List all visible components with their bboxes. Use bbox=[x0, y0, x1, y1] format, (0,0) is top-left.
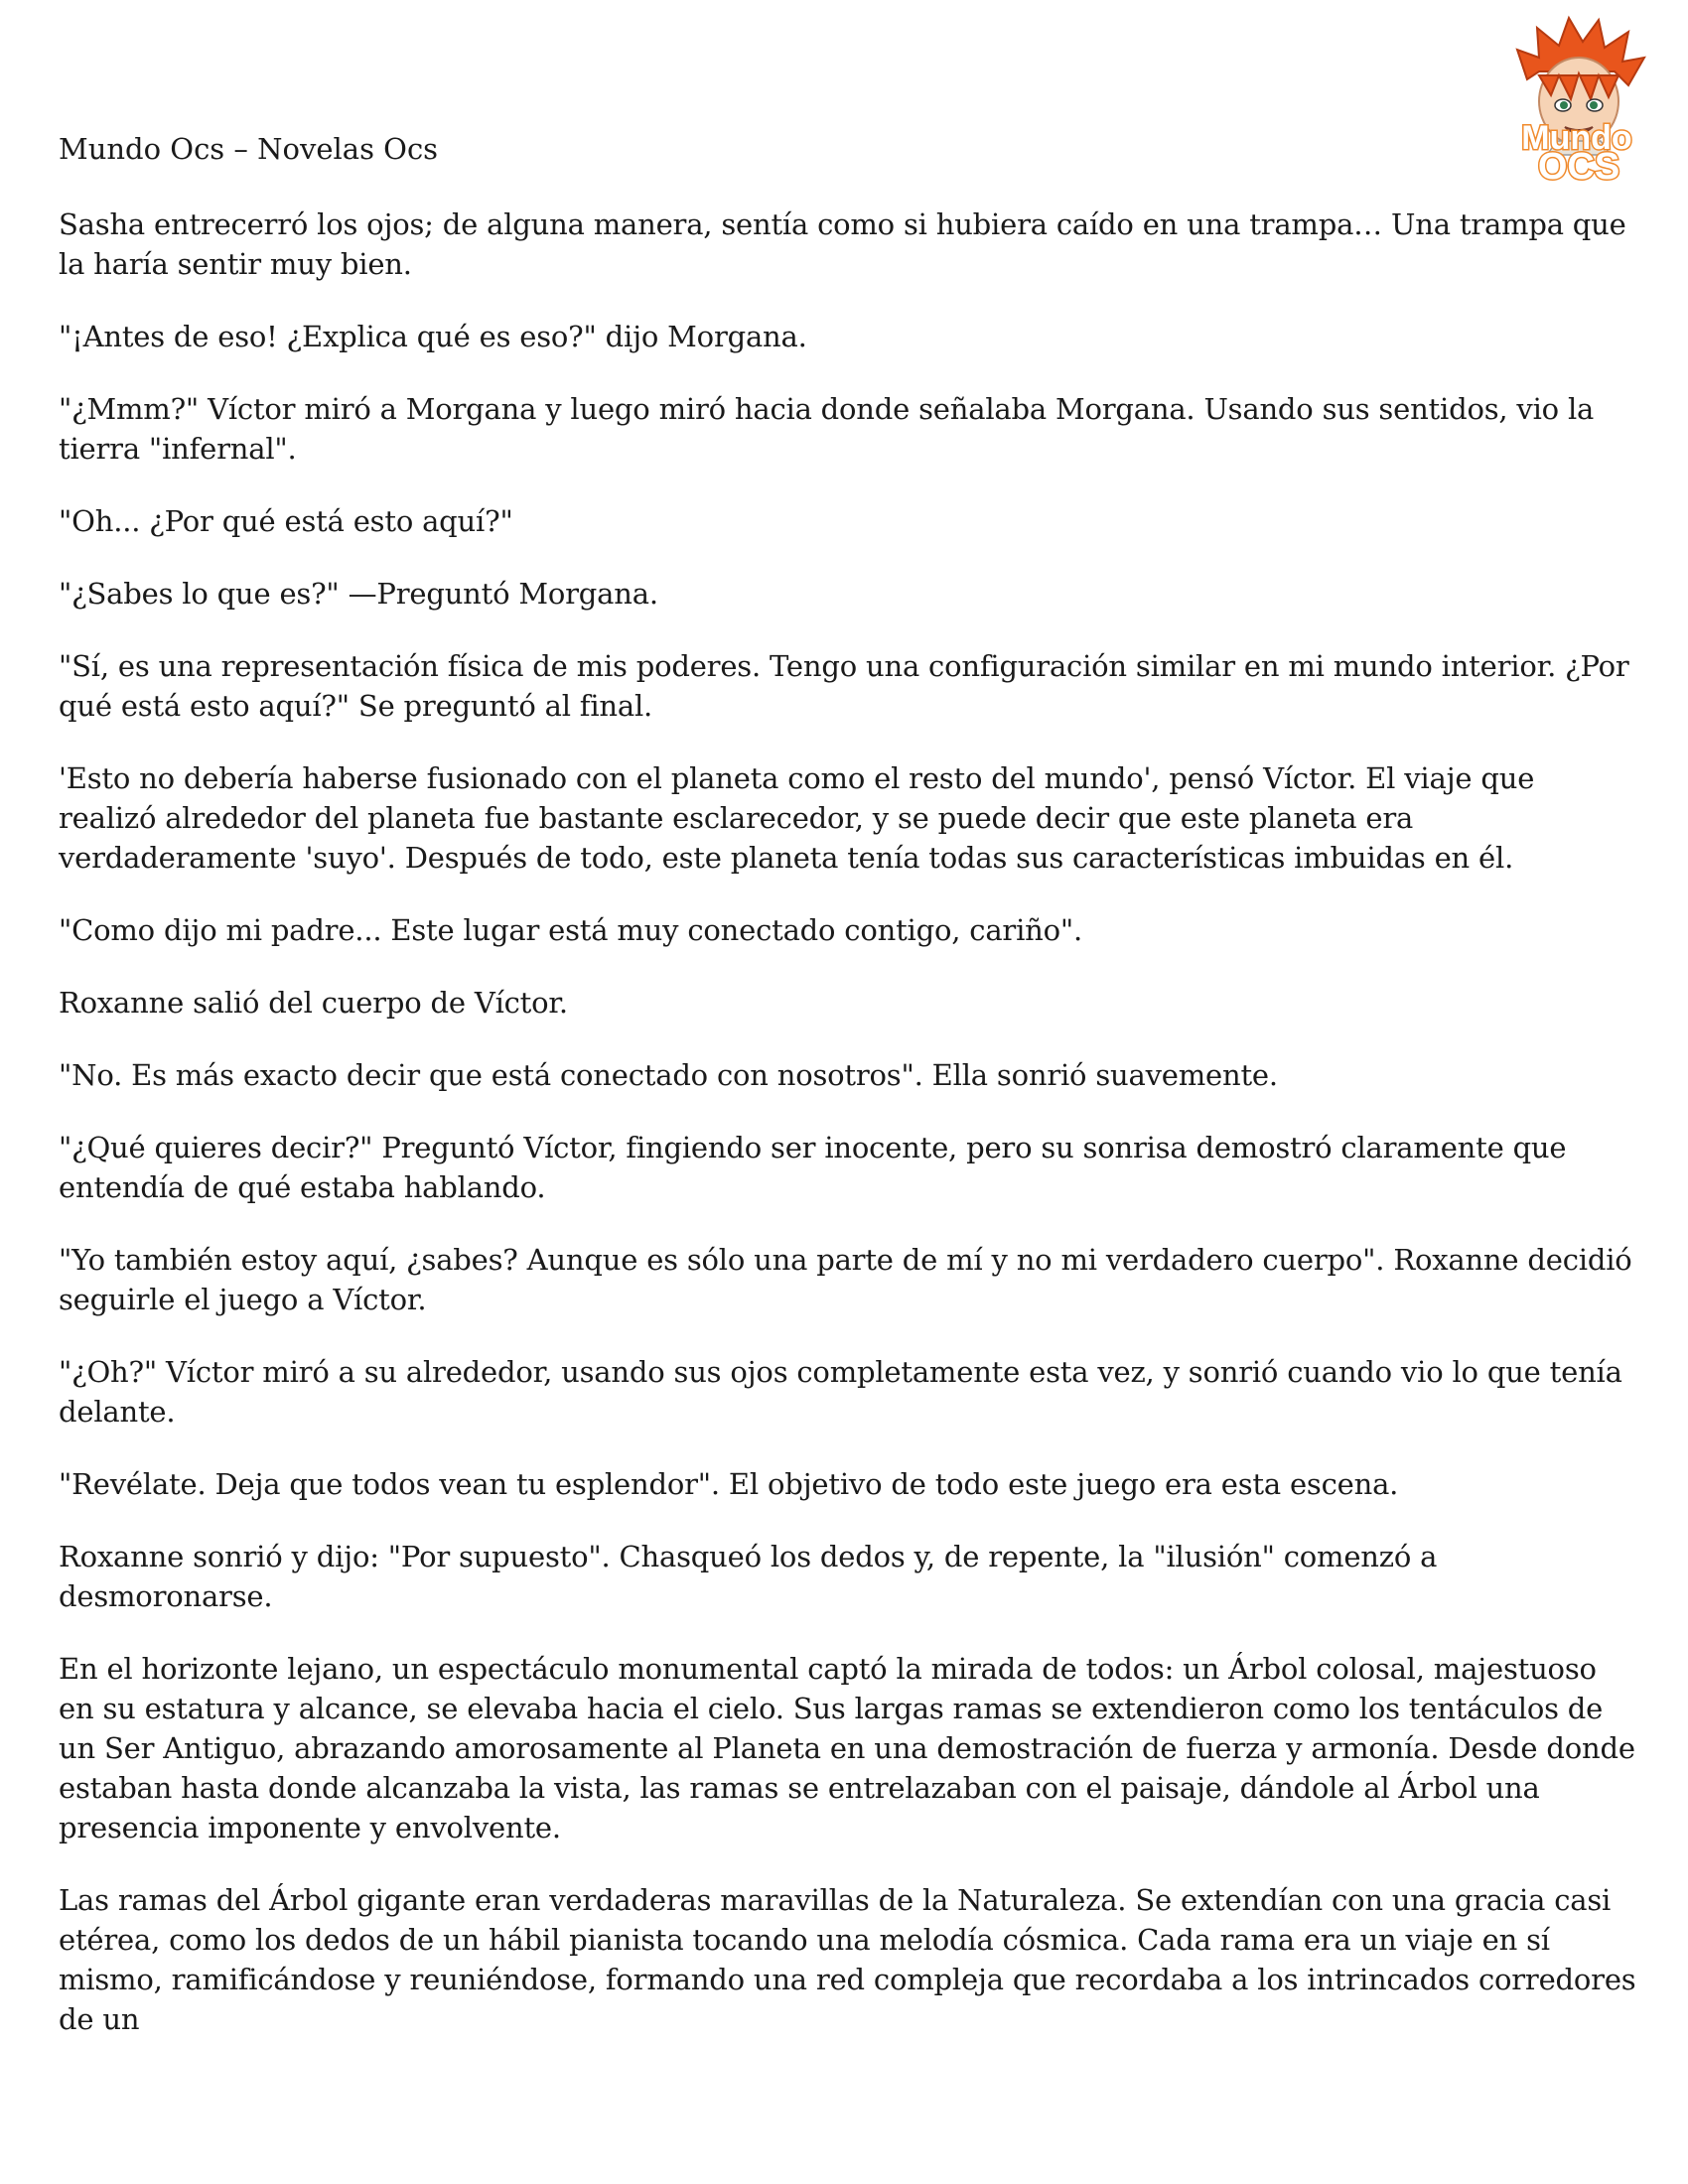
paragraph: "¿Mmm?" Víctor miró a Morgana y luego miró hacia donde señalaba Morgana. Usando sus sentidos, vio la tierra "infernal". bbox=[59, 392, 1595, 466]
paragraph: Las ramas del Árbol gigante eran verdaderas maravillas de la Naturaleza. Se extendían con una gracia casi etérea, como los dedos de un hábil pianista tocando una melodía cósmica. Cada rama era un viaje en sí mismo, ramificándose y reuniéndose, formando una red compleja que recordaba a los intrincados corredores de un bbox=[59, 1883, 1636, 2036]
logo-text-line1: Mundo bbox=[1521, 119, 1632, 157]
paragraph: "Yo también estoy aquí, ¿sabes? Aunque es sólo una parte de mí y no mi verdadero cuerpo". Roxanne decidió seguirle el juego a Víctor. bbox=[59, 1243, 1632, 1316]
mundo-ocs-logo bbox=[1487, 10, 1666, 184]
paragraph: "¿Oh?" Víctor miró a su alrededor, usando sus ojos completamente esta vez, y sonrió cuando vio lo que tenía delante. bbox=[59, 1355, 1622, 1429]
page-header-title: Mundo Ocs – Novelas Ocs bbox=[59, 132, 439, 166]
paragraph: "Sí, es una representación física de mis poderes. Tengo una configuración similar en mi mundo interior. ¿Por qué está esto aquí?" Se preguntó al final. bbox=[59, 649, 1629, 723]
paragraph: "Revélate. Deja que todos vean tu esplendor". El objetivo de todo este juego era esta escena. bbox=[59, 1467, 1399, 1501]
paragraph: Sasha entrecerró los ojos; de alguna manera, sentía como si hubiera caído en una trampa… Una trampa que la haría sentir muy bien. bbox=[59, 207, 1626, 281]
paragraph: "Como dijo mi padre... Este lugar está muy conectado contigo, cariño". bbox=[59, 913, 1083, 947]
paragraph: "¡Antes de eso! ¿Explica qué es eso?" dijo Morgana. bbox=[59, 320, 807, 353]
paragraph: "Oh... ¿Por qué está esto aquí?" bbox=[59, 504, 513, 538]
paragraph: "No. Es más exacto decir que está conectado con nosotros". Ella sonrió suavemente. bbox=[59, 1058, 1278, 1092]
document-body bbox=[59, 205, 1637, 2072]
paragraph: "¿Qué quieres decir?" Preguntó Víctor, fingiendo ser inocente, pero su sonrisa demostró claramente que entendía de qué estaba hablando. bbox=[59, 1131, 1567, 1204]
paragraph: Roxanne salió del cuerpo de Víctor. bbox=[59, 986, 568, 1020]
paragraph: 'Esto no debería haberse fusionado con el planeta como el resto del mundo', pensó Víctor. El viaje que realizó alrededor del planeta fue bastante esclarecedor, y se puede decir que este planeta era verdaderamente 'suyo'. Después de todo, este planeta tenía todas sus características imbuidas en él. bbox=[59, 761, 1535, 875]
logo-text-line2: OCS bbox=[1537, 146, 1620, 184]
paragraph: Roxanne sonrió y dijo: "Por supuesto". Chasqueó los dedos y, de repente, la "ilusión" comenzó a desmoronarse. bbox=[59, 1540, 1438, 1613]
paragraph: "¿Sabes lo que es?" —Preguntó Morgana. bbox=[59, 577, 658, 611]
paragraph: En el horizonte lejano, un espectáculo monumental captó la mirada de todos: un Árbol colosal, majestuoso en su estatura y alcance, se elevaba hacia el cielo. Sus largas ramas se extendieron como los tentáculos de un Ser Antiguo, abrazando amorosamente al Planeta en una demostración de fuerza y armonía. Desde donde estaban hasta donde alcanzaba la vista, las ramas se entrelazaban con el paisaje, dándole al Árbol una presencia imponente y envolvente. bbox=[59, 1652, 1635, 1844]
